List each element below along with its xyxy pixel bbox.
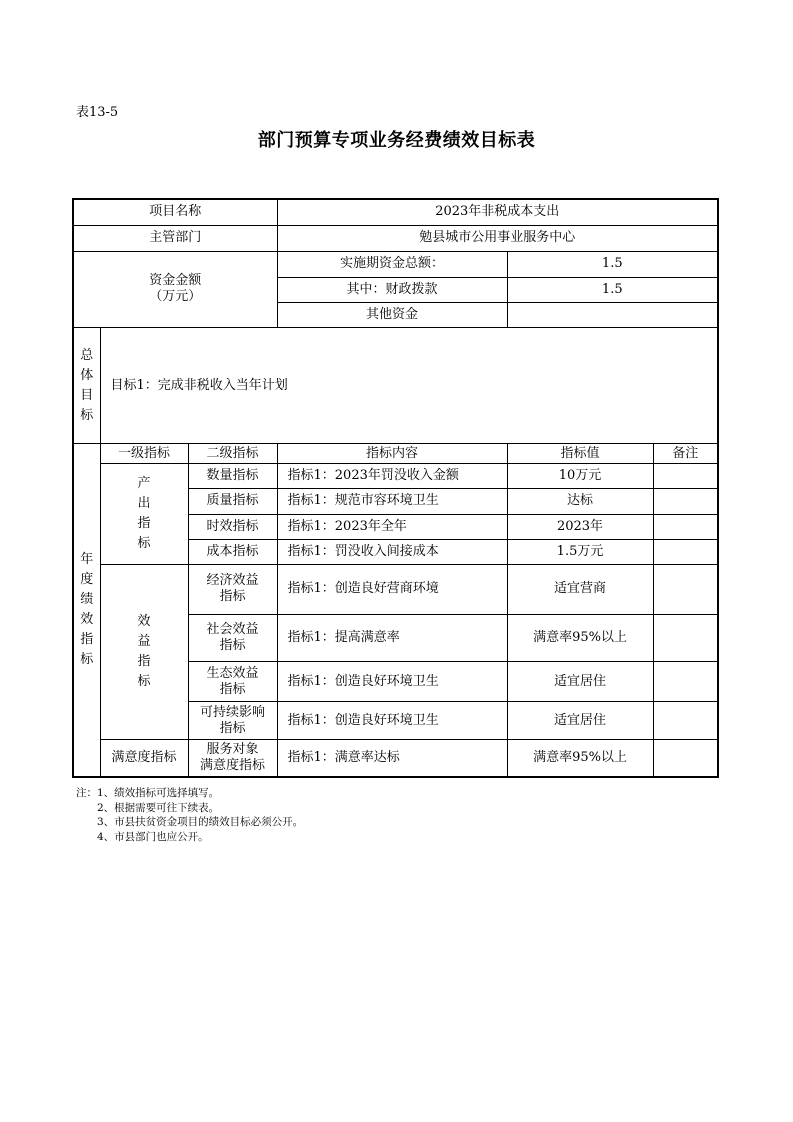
table-row-level2: 可持续影响 指标: [188, 702, 277, 740]
table-row-value: 满意率95%以上: [507, 614, 653, 661]
annual-target-label: 年度绩效指标: [73, 444, 100, 777]
table-row-value: 满意率95%以上: [507, 740, 653, 777]
header-level2: 二级指标: [188, 444, 277, 464]
total-funds-value: 1.5: [507, 251, 718, 277]
performance-target-table: [72, 198, 719, 778]
overall-target-text: 目标1：完成非税收入当年计划: [100, 327, 718, 443]
table-row-content: 指标1：2023年全年: [277, 514, 507, 539]
page-title: 部门预算专项业务经费绩效目标表: [257, 130, 536, 151]
table-row-note: [653, 702, 718, 740]
department-label: 主管部门: [73, 225, 277, 251]
footnotes: [76, 786, 303, 844]
table-row-level2: 生态效益 指标: [188, 661, 277, 701]
table-row-note: [653, 489, 718, 514]
footnote-item: 2、根据需要可往下续表。: [97, 801, 220, 814]
overall-target-label: 总体目标: [73, 327, 100, 443]
table-row-level2: 社会效益 指标: [188, 614, 277, 661]
table-row-content: 指标1：创造良好环境卫生: [277, 661, 507, 701]
table-row-content: 指标1：2023年罚没收入金额: [277, 464, 507, 489]
table-row-note: [653, 514, 718, 539]
satisfaction-indicator-label: 满意度指标: [100, 740, 188, 777]
header-level1: 一级指标: [100, 444, 188, 464]
fiscal-funds-value: 1.5: [507, 277, 718, 302]
header-value: 指标值: [507, 444, 653, 464]
table-number: 表13-5: [76, 105, 119, 120]
table-row-content: 指标1：满意率达标: [277, 740, 507, 777]
header-content: 指标内容: [277, 444, 507, 464]
other-funds-value: [507, 302, 718, 327]
table-row-note: [653, 614, 718, 661]
table-row-level2: 质量指标: [188, 489, 277, 514]
total-funds-label: 实施期资金总额：: [277, 251, 507, 277]
project-name-value: 2023年非税成本支出: [277, 199, 718, 225]
benefit-indicator-label: 效益指标: [100, 564, 188, 740]
table-row-value: 适宜居住: [507, 702, 653, 740]
table-row-value: 适宜居住: [507, 661, 653, 701]
table-row-content: 指标1：创造良好营商环境: [277, 564, 507, 614]
table-row-note: [653, 564, 718, 614]
output-indicator-label: 产出指标: [100, 464, 188, 564]
funds-label-line1: 资金金额: [149, 273, 202, 289]
table-row-level2: 经济效益 指标: [188, 564, 277, 614]
table-row-level2: 成本指标: [188, 539, 277, 564]
table-row-level2: 服务对象 满意度指标: [188, 740, 277, 777]
footnote-item: 4、市县部门也应公开。: [97, 830, 209, 843]
department-value: 勉县城市公用事业服务中心: [277, 225, 718, 251]
table-row-content: 指标1：提高满意率: [277, 614, 507, 661]
project-name-label: 项目名称: [73, 199, 277, 225]
table-row-note: [653, 661, 718, 701]
footnote-item: 注：1、绩效指标可选择填写。: [76, 787, 220, 799]
table-row-note: [653, 464, 718, 489]
table-row-level2: 数量指标: [188, 464, 277, 489]
footnote-item: 3、市县扶贫资金项目的绩效目标必须公开。: [97, 816, 304, 828]
funds-label-line2: （万元）: [149, 289, 202, 305]
funds-label: [73, 251, 277, 327]
header-note: 备注: [653, 444, 718, 464]
table-row-level2: 时效指标: [188, 514, 277, 539]
table-row-value: 达标: [507, 489, 653, 514]
table-row-value: 2023年: [507, 514, 653, 539]
table-row-content: 指标1：罚没收入间接成本: [277, 539, 507, 564]
table-row-note: [653, 740, 718, 777]
other-funds-label: 其他资金: [277, 302, 507, 327]
table-row-value: 10万元: [507, 464, 653, 489]
table-row-content: 指标1：规范市容环境卫生: [277, 489, 507, 514]
table-row-note: [653, 539, 718, 564]
table-row-content: 指标1：创造良好环境卫生: [277, 702, 507, 740]
fiscal-funds-label: 其中：财政拨款: [277, 277, 507, 302]
table-row-value: 1.5万元: [507, 539, 653, 564]
table-row-value: 适宜营商: [507, 564, 653, 614]
